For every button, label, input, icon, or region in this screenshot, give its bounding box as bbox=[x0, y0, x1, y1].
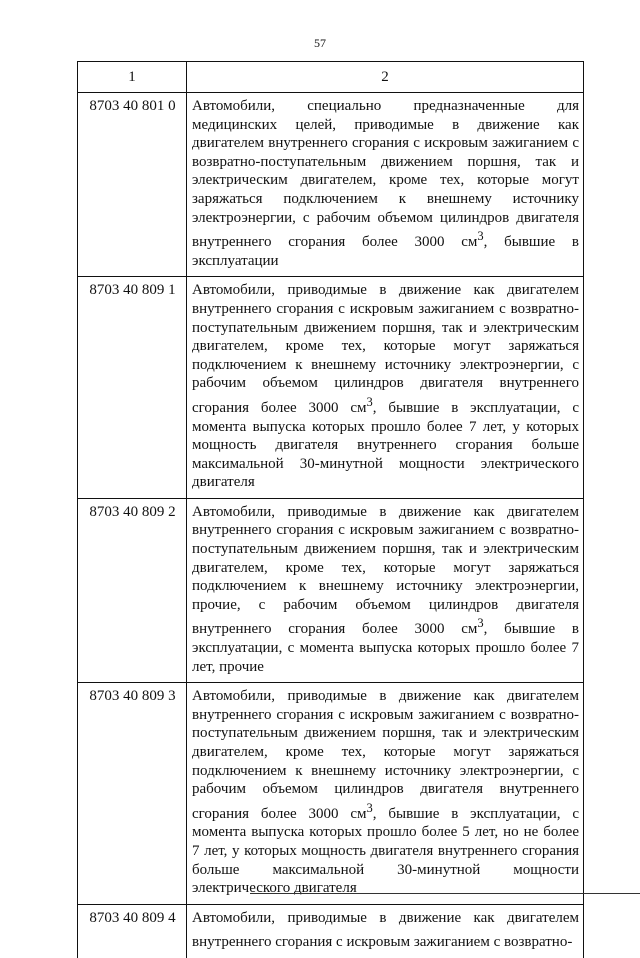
description-text-continued: , бывшие в эксплуатации, с момента выпуска которых прошло более 5 лет, но не более 7 лет, у которых мощность двигателя внутреннего сгорания больше максимальной 30-минутной мощности электрического двигателя bbox=[192, 805, 580, 897]
superscript: 3 bbox=[366, 394, 373, 409]
page-bottom-rule bbox=[250, 893, 640, 894]
goods-description bbox=[187, 93, 584, 277]
table-row bbox=[78, 498, 584, 682]
superscript: 3 bbox=[366, 800, 373, 815]
goods-description bbox=[187, 498, 584, 682]
table-row bbox=[78, 683, 584, 905]
description-text-continued: , бывшие в эксплуатации, с момента выпуска которых прошло более 7 лет, у которых мощность двигателя внутреннего сгорания больше максимальной 30-минутной мощности электрического двигателя bbox=[192, 399, 580, 491]
page-number: 57 bbox=[314, 36, 326, 50]
tariff-code: 8703 40 809 4 bbox=[78, 904, 187, 958]
goods-description bbox=[187, 277, 584, 499]
table-row bbox=[78, 904, 584, 958]
goods-description bbox=[187, 683, 584, 905]
description-text: Автомобили, приводимые в движение как двигателем внутреннего сгорания с искровым зажиганием с возвратно-поступательным движением поршня, так и электрическим двигателем, кроме тех, которые могут заряжаться подключением к внешнему источнику электроэнергии, прочие, с рабочим объемом цилиндров двигателя внутреннего сгорания более 3000 см bbox=[192, 503, 579, 638]
description-text: Автомобили, специально предназначенные для медицинских целей, приводимые в движение как двигателем внутреннего сгорания с искровым зажиганием с возвратно-поступательным движением поршня, так и электрическим двигателем, кроме тех, которые могут заряжаться подключением к внешнему источнику электроэнергии, с рабочим объемом цилиндров двигателя внутреннего сгорания более 3000 см bbox=[192, 98, 579, 251]
description-text-continued: , бывшие в эксплуатации, с момента выпуска которых прошло более 7 лет, прочие bbox=[192, 621, 579, 675]
tariff-code: 8703 40 809 1 bbox=[78, 277, 187, 499]
tariff-code: 8703 40 809 3 bbox=[78, 683, 187, 905]
description-text: Автомобили, приводимые в движение как двигателем внутреннего сгорания с искровым зажиганием с возвратно- bbox=[192, 909, 579, 951]
tariff-code-table bbox=[77, 61, 584, 958]
tariff-code: 8703 40 809 2 bbox=[78, 498, 187, 682]
description-text: Автомобили, приводимые в движение как двигателем внутреннего сгорания с искровым зажиганием с возвратно-поступательным движением поршня, так и электрическим двигателем, кроме тех, которые могут заряжаться подключением к внешнему источнику электроэнергии, с рабочим объемом цилиндров двигателя внутреннего сгорания более 3000 см bbox=[192, 282, 579, 416]
table-header-row bbox=[78, 62, 584, 93]
description-text-continued: , бывшие в эксплуатации bbox=[192, 234, 579, 269]
table-row bbox=[78, 93, 584, 277]
superscript: 3 bbox=[477, 616, 484, 631]
description-text: Автомобили, приводимые в движение как двигателем внутреннего сгорания с искровым зажиганием с возвратно-поступательным движением поршня, так и электрическим двигателем, кроме тех, которые могут заряжаться подключением к внешнему источнику электроэнергии, с рабочим объемом цилиндров двигателя внутреннего сгорания более 3000 см bbox=[192, 688, 579, 822]
goods-description bbox=[187, 904, 584, 958]
column-header-code: 1 bbox=[78, 62, 187, 93]
tariff-code: 8703 40 801 0 bbox=[78, 93, 187, 277]
superscript: 3 bbox=[477, 229, 484, 244]
column-header-description: 2 bbox=[187, 62, 584, 93]
table-row bbox=[78, 277, 584, 499]
